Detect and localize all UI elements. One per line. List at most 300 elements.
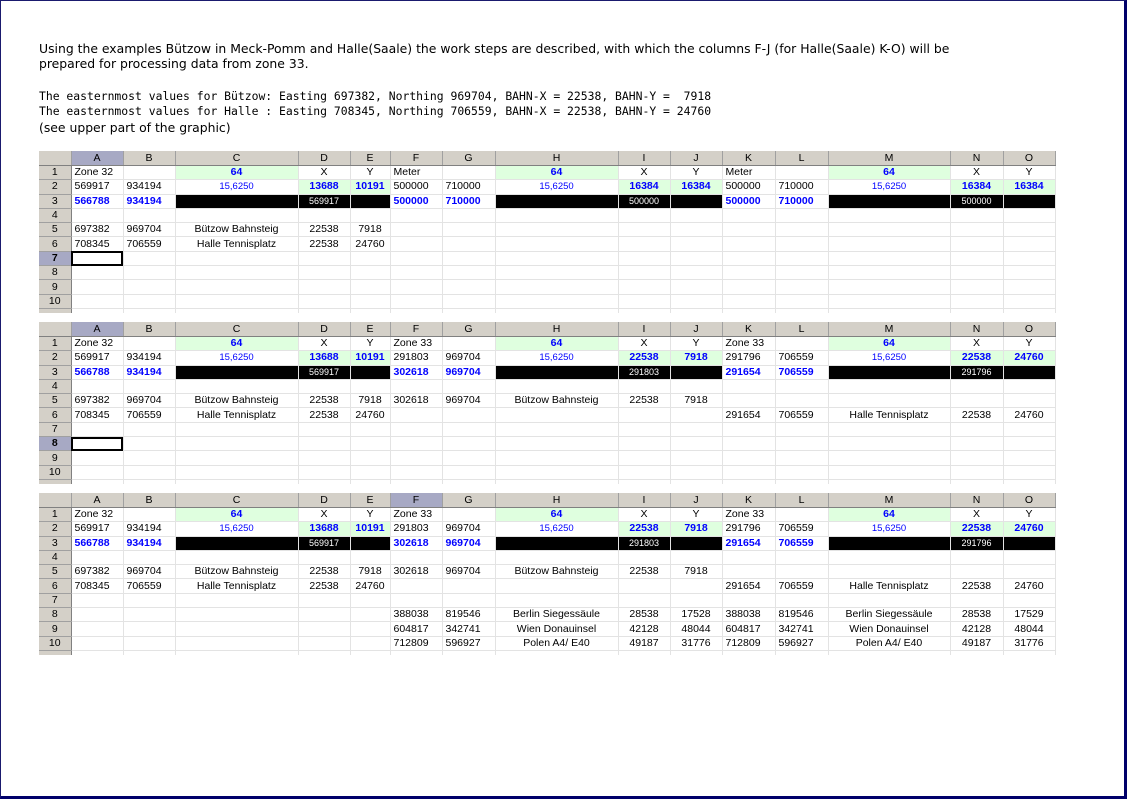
cell-b4[interactable] — [123, 550, 175, 564]
cell-j7[interactable] — [670, 251, 722, 265]
cell-l3[interactable]: 710000 — [775, 194, 828, 208]
cell-n2[interactable]: 16384 — [950, 180, 1003, 194]
cell-c8[interactable] — [175, 437, 298, 451]
cell-i2[interactable]: 22538 — [618, 522, 670, 536]
cell-l7[interactable] — [775, 251, 828, 265]
cell-f8[interactable] — [390, 266, 442, 280]
select-all-corner[interactable] — [39, 322, 71, 337]
cell-c1[interactable]: 64 — [175, 166, 298, 180]
cell-n1[interactable]: X — [950, 337, 1003, 351]
column-header-l[interactable]: L — [775, 493, 828, 508]
row-header-3[interactable]: 3 — [39, 194, 71, 208]
cell-k7[interactable] — [722, 593, 775, 607]
cell-k10[interactable] — [722, 294, 775, 308]
cell-f10[interactable] — [390, 465, 442, 479]
cell-i2[interactable]: 22538 — [618, 351, 670, 365]
cell-f5[interactable] — [390, 223, 442, 237]
cell-n9[interactable]: 42128 — [950, 622, 1003, 636]
cell-l10[interactable] — [775, 294, 828, 308]
cell-n8[interactable] — [950, 266, 1003, 280]
cell-d4[interactable] — [298, 379, 350, 393]
cell-a5[interactable]: 697382 — [71, 223, 123, 237]
cell-f2[interactable]: 291803 — [390, 522, 442, 536]
cell-e7[interactable] — [350, 422, 390, 436]
cell-o10[interactable] — [1003, 294, 1055, 308]
cell-g2[interactable]: 969704 — [442, 522, 495, 536]
column-header-h[interactable]: H — [495, 151, 618, 166]
cell-j10[interactable]: 31776 — [670, 636, 722, 650]
cell-b8[interactable] — [123, 266, 175, 280]
cell-g8[interactable]: 819546 — [442, 608, 495, 622]
row-header-10[interactable]: 10 — [39, 636, 71, 650]
row-header-6[interactable]: 6 — [39, 579, 71, 593]
cell-d2[interactable]: 13688 — [298, 351, 350, 365]
cell-f2[interactable]: 500000 — [390, 180, 442, 194]
cell-m5[interactable] — [828, 394, 950, 408]
cell-b2[interactable]: 934194 — [123, 522, 175, 536]
row-header-2[interactable]: 2 — [39, 351, 71, 365]
cell-j9[interactable]: 48044 — [670, 622, 722, 636]
cell-g5[interactable]: 969704 — [442, 394, 495, 408]
cell-i6[interactable] — [618, 237, 670, 251]
cell-m7[interactable] — [828, 422, 950, 436]
cell-h9[interactable] — [495, 280, 618, 294]
cell-f1[interactable]: Zone 33 — [390, 508, 442, 522]
column-header-m[interactable]: M — [828, 493, 950, 508]
cell-h8[interactable] — [495, 437, 618, 451]
cell-n10[interactable] — [950, 465, 1003, 479]
cell-c4[interactable] — [175, 208, 298, 222]
cell-m9[interactable] — [828, 451, 950, 465]
cell-l2[interactable]: 710000 — [775, 180, 828, 194]
cell-o5[interactable] — [1003, 394, 1055, 408]
cell-a10[interactable] — [71, 636, 123, 650]
cell-g5[interactable] — [442, 223, 495, 237]
cell-g6[interactable] — [442, 237, 495, 251]
cell-n10[interactable]: 49187 — [950, 636, 1003, 650]
column-header-m[interactable]: M — [828, 151, 950, 166]
cell-f4[interactable] — [390, 550, 442, 564]
cell-h1[interactable]: 64 — [495, 166, 618, 180]
cell-e1[interactable]: Y — [350, 508, 390, 522]
cell-o4[interactable] — [1003, 550, 1055, 564]
cell-a10[interactable] — [71, 465, 123, 479]
cell-b2[interactable]: 934194 — [123, 180, 175, 194]
cell-j4[interactable] — [670, 208, 722, 222]
cell-n3[interactable]: 291796 — [950, 365, 1003, 379]
cell-m4[interactable] — [828, 208, 950, 222]
cell-n4[interactable] — [950, 550, 1003, 564]
cell-d10[interactable] — [298, 294, 350, 308]
cell-j4[interactable] — [670, 379, 722, 393]
cell-j6[interactable] — [670, 237, 722, 251]
cell-i8[interactable]: 28538 — [618, 608, 670, 622]
cell-k1[interactable]: Meter — [722, 166, 775, 180]
cell-c2[interactable]: 15,6250 — [175, 351, 298, 365]
cell-l5[interactable] — [775, 394, 828, 408]
cell-a9[interactable] — [71, 451, 123, 465]
cell-o5[interactable] — [1003, 565, 1055, 579]
cell-i6[interactable] — [618, 408, 670, 422]
cell-e5[interactable]: 7918 — [350, 394, 390, 408]
cell-n5[interactable] — [950, 565, 1003, 579]
cell-a6[interactable]: 708345 — [71, 237, 123, 251]
cell-e3[interactable] — [350, 365, 390, 379]
cell-j3[interactable] — [670, 194, 722, 208]
cell-m4[interactable] — [828, 379, 950, 393]
cell-o9[interactable] — [1003, 280, 1055, 294]
cell-l8[interactable] — [775, 437, 828, 451]
column-header-j[interactable]: J — [670, 493, 722, 508]
cell-e1[interactable]: Y — [350, 166, 390, 180]
cell-a7[interactable] — [71, 422, 123, 436]
column-header-c[interactable]: C — [175, 493, 298, 508]
cell-a1[interactable]: Zone 32 — [71, 166, 123, 180]
column-header-g[interactable]: G — [442, 322, 495, 337]
cell-l2[interactable]: 706559 — [775, 522, 828, 536]
cell-h10[interactable] — [495, 294, 618, 308]
cell-l9[interactable] — [775, 451, 828, 465]
column-header-d[interactable]: D — [298, 493, 350, 508]
row-header-8[interactable]: 8 — [39, 437, 71, 451]
cell-f4[interactable] — [390, 208, 442, 222]
cell-k5[interactable] — [722, 223, 775, 237]
cell-n1[interactable]: X — [950, 508, 1003, 522]
cell-k6[interactable] — [722, 237, 775, 251]
cell-i7[interactable] — [618, 593, 670, 607]
cell-f6[interactable] — [390, 237, 442, 251]
cell-n1[interactable]: X — [950, 166, 1003, 180]
cell-i2[interactable]: 16384 — [618, 180, 670, 194]
row-header-3[interactable]: 3 — [39, 536, 71, 550]
cell-e9[interactable] — [350, 622, 390, 636]
cell-m6[interactable]: Halle Tennisplatz — [828, 579, 950, 593]
cell-m2[interactable]: 15,6250 — [828, 351, 950, 365]
row-header-2[interactable]: 2 — [39, 180, 71, 194]
row-header-9[interactable]: 9 — [39, 280, 71, 294]
cell-b8[interactable] — [123, 608, 175, 622]
row-header-3[interactable]: 3 — [39, 365, 71, 379]
cell-n10[interactable] — [950, 294, 1003, 308]
cell-c6[interactable]: Halle Tennisplatz — [175, 579, 298, 593]
cell-h6[interactable] — [495, 408, 618, 422]
cell-m1[interactable]: 64 — [828, 166, 950, 180]
column-header-n[interactable]: N — [950, 493, 1003, 508]
cell-j8[interactable] — [670, 437, 722, 451]
cell-k1[interactable]: Zone 33 — [722, 337, 775, 351]
row-header-8[interactable]: 8 — [39, 608, 71, 622]
cell-a4[interactable] — [71, 550, 123, 564]
cell-k6[interactable]: 291654 — [722, 408, 775, 422]
column-header-o[interactable]: O — [1003, 493, 1055, 508]
cell-c5[interactable]: Bützow Bahnsteig — [175, 565, 298, 579]
cell-h10[interactable] — [495, 465, 618, 479]
cell-d5[interactable]: 22538 — [298, 565, 350, 579]
cell-g3[interactable]: 969704 — [442, 365, 495, 379]
cell-b7[interactable] — [123, 251, 175, 265]
cell-o7[interactable] — [1003, 251, 1055, 265]
cell-g7[interactable] — [442, 593, 495, 607]
cell-m4[interactable] — [828, 550, 950, 564]
cell-e6[interactable]: 24760 — [350, 408, 390, 422]
cell-d8[interactable] — [298, 608, 350, 622]
cell-c4[interactable] — [175, 379, 298, 393]
cell-n8[interactable]: 28538 — [950, 608, 1003, 622]
cell-j5[interactable]: 7918 — [670, 565, 722, 579]
cell-m5[interactable] — [828, 565, 950, 579]
cell-b3[interactable]: 934194 — [123, 365, 175, 379]
cell-e7[interactable] — [350, 593, 390, 607]
cell-a2[interactable]: 569917 — [71, 351, 123, 365]
cell-n9[interactable] — [950, 451, 1003, 465]
row-header-4[interactable]: 4 — [39, 379, 71, 393]
cell-c10[interactable] — [175, 636, 298, 650]
cell-i7[interactable] — [618, 251, 670, 265]
column-header-e[interactable]: E — [350, 493, 390, 508]
cell-c1[interactable]: 64 — [175, 337, 298, 351]
cell-l1[interactable] — [775, 166, 828, 180]
row-header-9[interactable]: 9 — [39, 622, 71, 636]
cell-e10[interactable] — [350, 636, 390, 650]
cell-o3[interactable] — [1003, 194, 1055, 208]
cell-j8[interactable]: 17528 — [670, 608, 722, 622]
column-header-e[interactable]: E — [350, 151, 390, 166]
cell-a1[interactable]: Zone 32 — [71, 337, 123, 351]
column-header-n[interactable]: N — [950, 151, 1003, 166]
column-header-k[interactable]: K — [722, 322, 775, 337]
cell-d5[interactable]: 22538 — [298, 223, 350, 237]
cell-m2[interactable]: 15,6250 — [828, 522, 950, 536]
column-header-i[interactable]: I — [618, 151, 670, 166]
cell-o6[interactable] — [1003, 237, 1055, 251]
cell-e2[interactable]: 10191 — [350, 180, 390, 194]
cell-i10[interactable] — [618, 465, 670, 479]
cell-m1[interactable]: 64 — [828, 508, 950, 522]
cell-o5[interactable] — [1003, 223, 1055, 237]
cell-j3[interactable] — [670, 536, 722, 550]
cell-h7[interactable] — [495, 422, 618, 436]
cell-b2[interactable]: 934194 — [123, 351, 175, 365]
column-header-c[interactable]: C — [175, 322, 298, 337]
cell-i7[interactable] — [618, 422, 670, 436]
cell-b9[interactable] — [123, 451, 175, 465]
row-header-7[interactable]: 7 — [39, 422, 71, 436]
cell-a4[interactable] — [71, 379, 123, 393]
cell-c2[interactable]: 15,6250 — [175, 180, 298, 194]
cell-k5[interactable] — [722, 394, 775, 408]
cell-m2[interactable]: 15,6250 — [828, 180, 950, 194]
cell-b1[interactable] — [123, 166, 175, 180]
cell-f5[interactable]: 302618 — [390, 565, 442, 579]
column-header-f[interactable]: F — [390, 322, 442, 337]
column-header-h[interactable]: H — [495, 493, 618, 508]
cell-c5[interactable]: Bützow Bahnsteig — [175, 394, 298, 408]
cell-l9[interactable] — [775, 280, 828, 294]
cell-k1[interactable]: Zone 33 — [722, 508, 775, 522]
cell-e4[interactable] — [350, 208, 390, 222]
cell-a8[interactable] — [71, 437, 123, 451]
cell-l1[interactable] — [775, 508, 828, 522]
cell-m1[interactable]: 64 — [828, 337, 950, 351]
cell-g9[interactable]: 342741 — [442, 622, 495, 636]
cell-d6[interactable]: 22538 — [298, 579, 350, 593]
cell-k6[interactable]: 291654 — [722, 579, 775, 593]
cell-e8[interactable] — [350, 437, 390, 451]
column-header-f[interactable]: F — [390, 493, 442, 508]
cell-l7[interactable] — [775, 593, 828, 607]
cell-k8[interactable] — [722, 266, 775, 280]
cell-d6[interactable]: 22538 — [298, 408, 350, 422]
cell-g7[interactable] — [442, 422, 495, 436]
cell-e8[interactable] — [350, 608, 390, 622]
row-header-4[interactable]: 4 — [39, 550, 71, 564]
row-header-4[interactable]: 4 — [39, 208, 71, 222]
cell-f1[interactable]: Meter — [390, 166, 442, 180]
cell-f4[interactable] — [390, 379, 442, 393]
cell-g6[interactable] — [442, 579, 495, 593]
column-header-a[interactable]: A — [71, 151, 123, 166]
cell-f10[interactable]: 712809 — [390, 636, 442, 650]
cell-b4[interactable] — [123, 208, 175, 222]
cell-k10[interactable]: 712809 — [722, 636, 775, 650]
cell-d1[interactable]: X — [298, 166, 350, 180]
cell-d3[interactable]: 569917 — [298, 365, 350, 379]
cell-e7[interactable] — [350, 251, 390, 265]
cell-o1[interactable]: Y — [1003, 508, 1055, 522]
cell-b3[interactable]: 934194 — [123, 194, 175, 208]
cell-a3[interactable]: 566788 — [71, 536, 123, 550]
cell-a5[interactable]: 697382 — [71, 394, 123, 408]
cell-i4[interactable] — [618, 550, 670, 564]
cell-f6[interactable] — [390, 408, 442, 422]
cell-h5[interactable] — [495, 223, 618, 237]
cell-o6[interactable]: 24760 — [1003, 408, 1055, 422]
cell-a2[interactable]: 569917 — [71, 522, 123, 536]
cell-a9[interactable] — [71, 280, 123, 294]
row-header-6[interactable]: 6 — [39, 237, 71, 251]
cell-n5[interactable] — [950, 394, 1003, 408]
cell-d5[interactable]: 22538 — [298, 394, 350, 408]
cell-j4[interactable] — [670, 550, 722, 564]
row-header-1[interactable]: 1 — [39, 166, 71, 180]
cell-l4[interactable] — [775, 208, 828, 222]
cell-h5[interactable]: Bützow Bahnsteig — [495, 565, 618, 579]
cell-h3[interactable] — [495, 365, 618, 379]
cell-j9[interactable] — [670, 451, 722, 465]
cell-h3[interactable] — [495, 536, 618, 550]
cell-a8[interactable] — [71, 266, 123, 280]
cell-f1[interactable]: Zone 33 — [390, 337, 442, 351]
row-header-5[interactable]: 5 — [39, 565, 71, 579]
cell-g10[interactable] — [442, 465, 495, 479]
row-header-7[interactable]: 7 — [39, 593, 71, 607]
cell-a3[interactable]: 566788 — [71, 194, 123, 208]
cell-n4[interactable] — [950, 379, 1003, 393]
cell-o8[interactable] — [1003, 437, 1055, 451]
column-header-m[interactable]: M — [828, 322, 950, 337]
cell-a7[interactable] — [71, 251, 123, 265]
cell-k3[interactable]: 500000 — [722, 194, 775, 208]
cell-g2[interactable]: 710000 — [442, 180, 495, 194]
cell-m7[interactable] — [828, 593, 950, 607]
cell-o4[interactable] — [1003, 208, 1055, 222]
row-header-9[interactable]: 9 — [39, 451, 71, 465]
cell-n9[interactable] — [950, 280, 1003, 294]
cell-f10[interactable] — [390, 294, 442, 308]
cell-d7[interactable] — [298, 593, 350, 607]
cell-g4[interactable] — [442, 379, 495, 393]
cell-a10[interactable] — [71, 294, 123, 308]
cell-j7[interactable] — [670, 593, 722, 607]
cell-h8[interactable]: Berlin Siegessäule — [495, 608, 618, 622]
cell-l6[interactable]: 706559 — [775, 408, 828, 422]
column-header-e[interactable]: E — [350, 322, 390, 337]
cell-c7[interactable] — [175, 251, 298, 265]
cell-k9[interactable]: 604817 — [722, 622, 775, 636]
cell-c3[interactable] — [175, 194, 298, 208]
cell-e6[interactable]: 24760 — [350, 237, 390, 251]
cell-l3[interactable]: 706559 — [775, 536, 828, 550]
cell-h9[interactable]: Wien Donauinsel — [495, 622, 618, 636]
cell-m10[interactable] — [828, 294, 950, 308]
cell-d10[interactable] — [298, 465, 350, 479]
cell-i3[interactable]: 291803 — [618, 365, 670, 379]
cell-i1[interactable]: X — [618, 166, 670, 180]
cell-a1[interactable]: Zone 32 — [71, 508, 123, 522]
cell-g1[interactable] — [442, 508, 495, 522]
cell-f3[interactable]: 302618 — [390, 365, 442, 379]
cell-a3[interactable]: 566788 — [71, 365, 123, 379]
cell-d10[interactable] — [298, 636, 350, 650]
cell-h6[interactable] — [495, 579, 618, 593]
cell-h5[interactable]: Bützow Bahnsteig — [495, 394, 618, 408]
row-header-5[interactable]: 5 — [39, 223, 71, 237]
cell-b9[interactable] — [123, 280, 175, 294]
cell-c8[interactable] — [175, 608, 298, 622]
cell-n2[interactable]: 22538 — [950, 522, 1003, 536]
cell-i5[interactable] — [618, 223, 670, 237]
cell-l5[interactable] — [775, 565, 828, 579]
cell-j1[interactable]: Y — [670, 166, 722, 180]
cell-o3[interactable] — [1003, 365, 1055, 379]
cell-k4[interactable] — [722, 550, 775, 564]
cell-n6[interactable]: 22538 — [950, 408, 1003, 422]
cell-f2[interactable]: 291803 — [390, 351, 442, 365]
cell-c5[interactable]: Bützow Bahnsteig — [175, 223, 298, 237]
cell-e5[interactable]: 7918 — [350, 223, 390, 237]
cell-f9[interactable] — [390, 280, 442, 294]
column-header-j[interactable]: J — [670, 151, 722, 166]
cell-d7[interactable] — [298, 251, 350, 265]
cell-n7[interactable] — [950, 593, 1003, 607]
cell-g6[interactable] — [442, 408, 495, 422]
column-header-c[interactable]: C — [175, 151, 298, 166]
cell-a4[interactable] — [71, 208, 123, 222]
cell-f3[interactable]: 500000 — [390, 194, 442, 208]
cell-m10[interactable] — [828, 465, 950, 479]
cell-b10[interactable] — [123, 465, 175, 479]
cell-c1[interactable]: 64 — [175, 508, 298, 522]
cell-g1[interactable] — [442, 166, 495, 180]
cell-e2[interactable]: 10191 — [350, 522, 390, 536]
cell-j5[interactable]: 7918 — [670, 394, 722, 408]
cell-h8[interactable] — [495, 266, 618, 280]
cell-e4[interactable] — [350, 379, 390, 393]
cell-m8[interactable] — [828, 266, 950, 280]
cell-i4[interactable] — [618, 379, 670, 393]
cell-o8[interactable]: 17529 — [1003, 608, 1055, 622]
cell-f5[interactable]: 302618 — [390, 394, 442, 408]
